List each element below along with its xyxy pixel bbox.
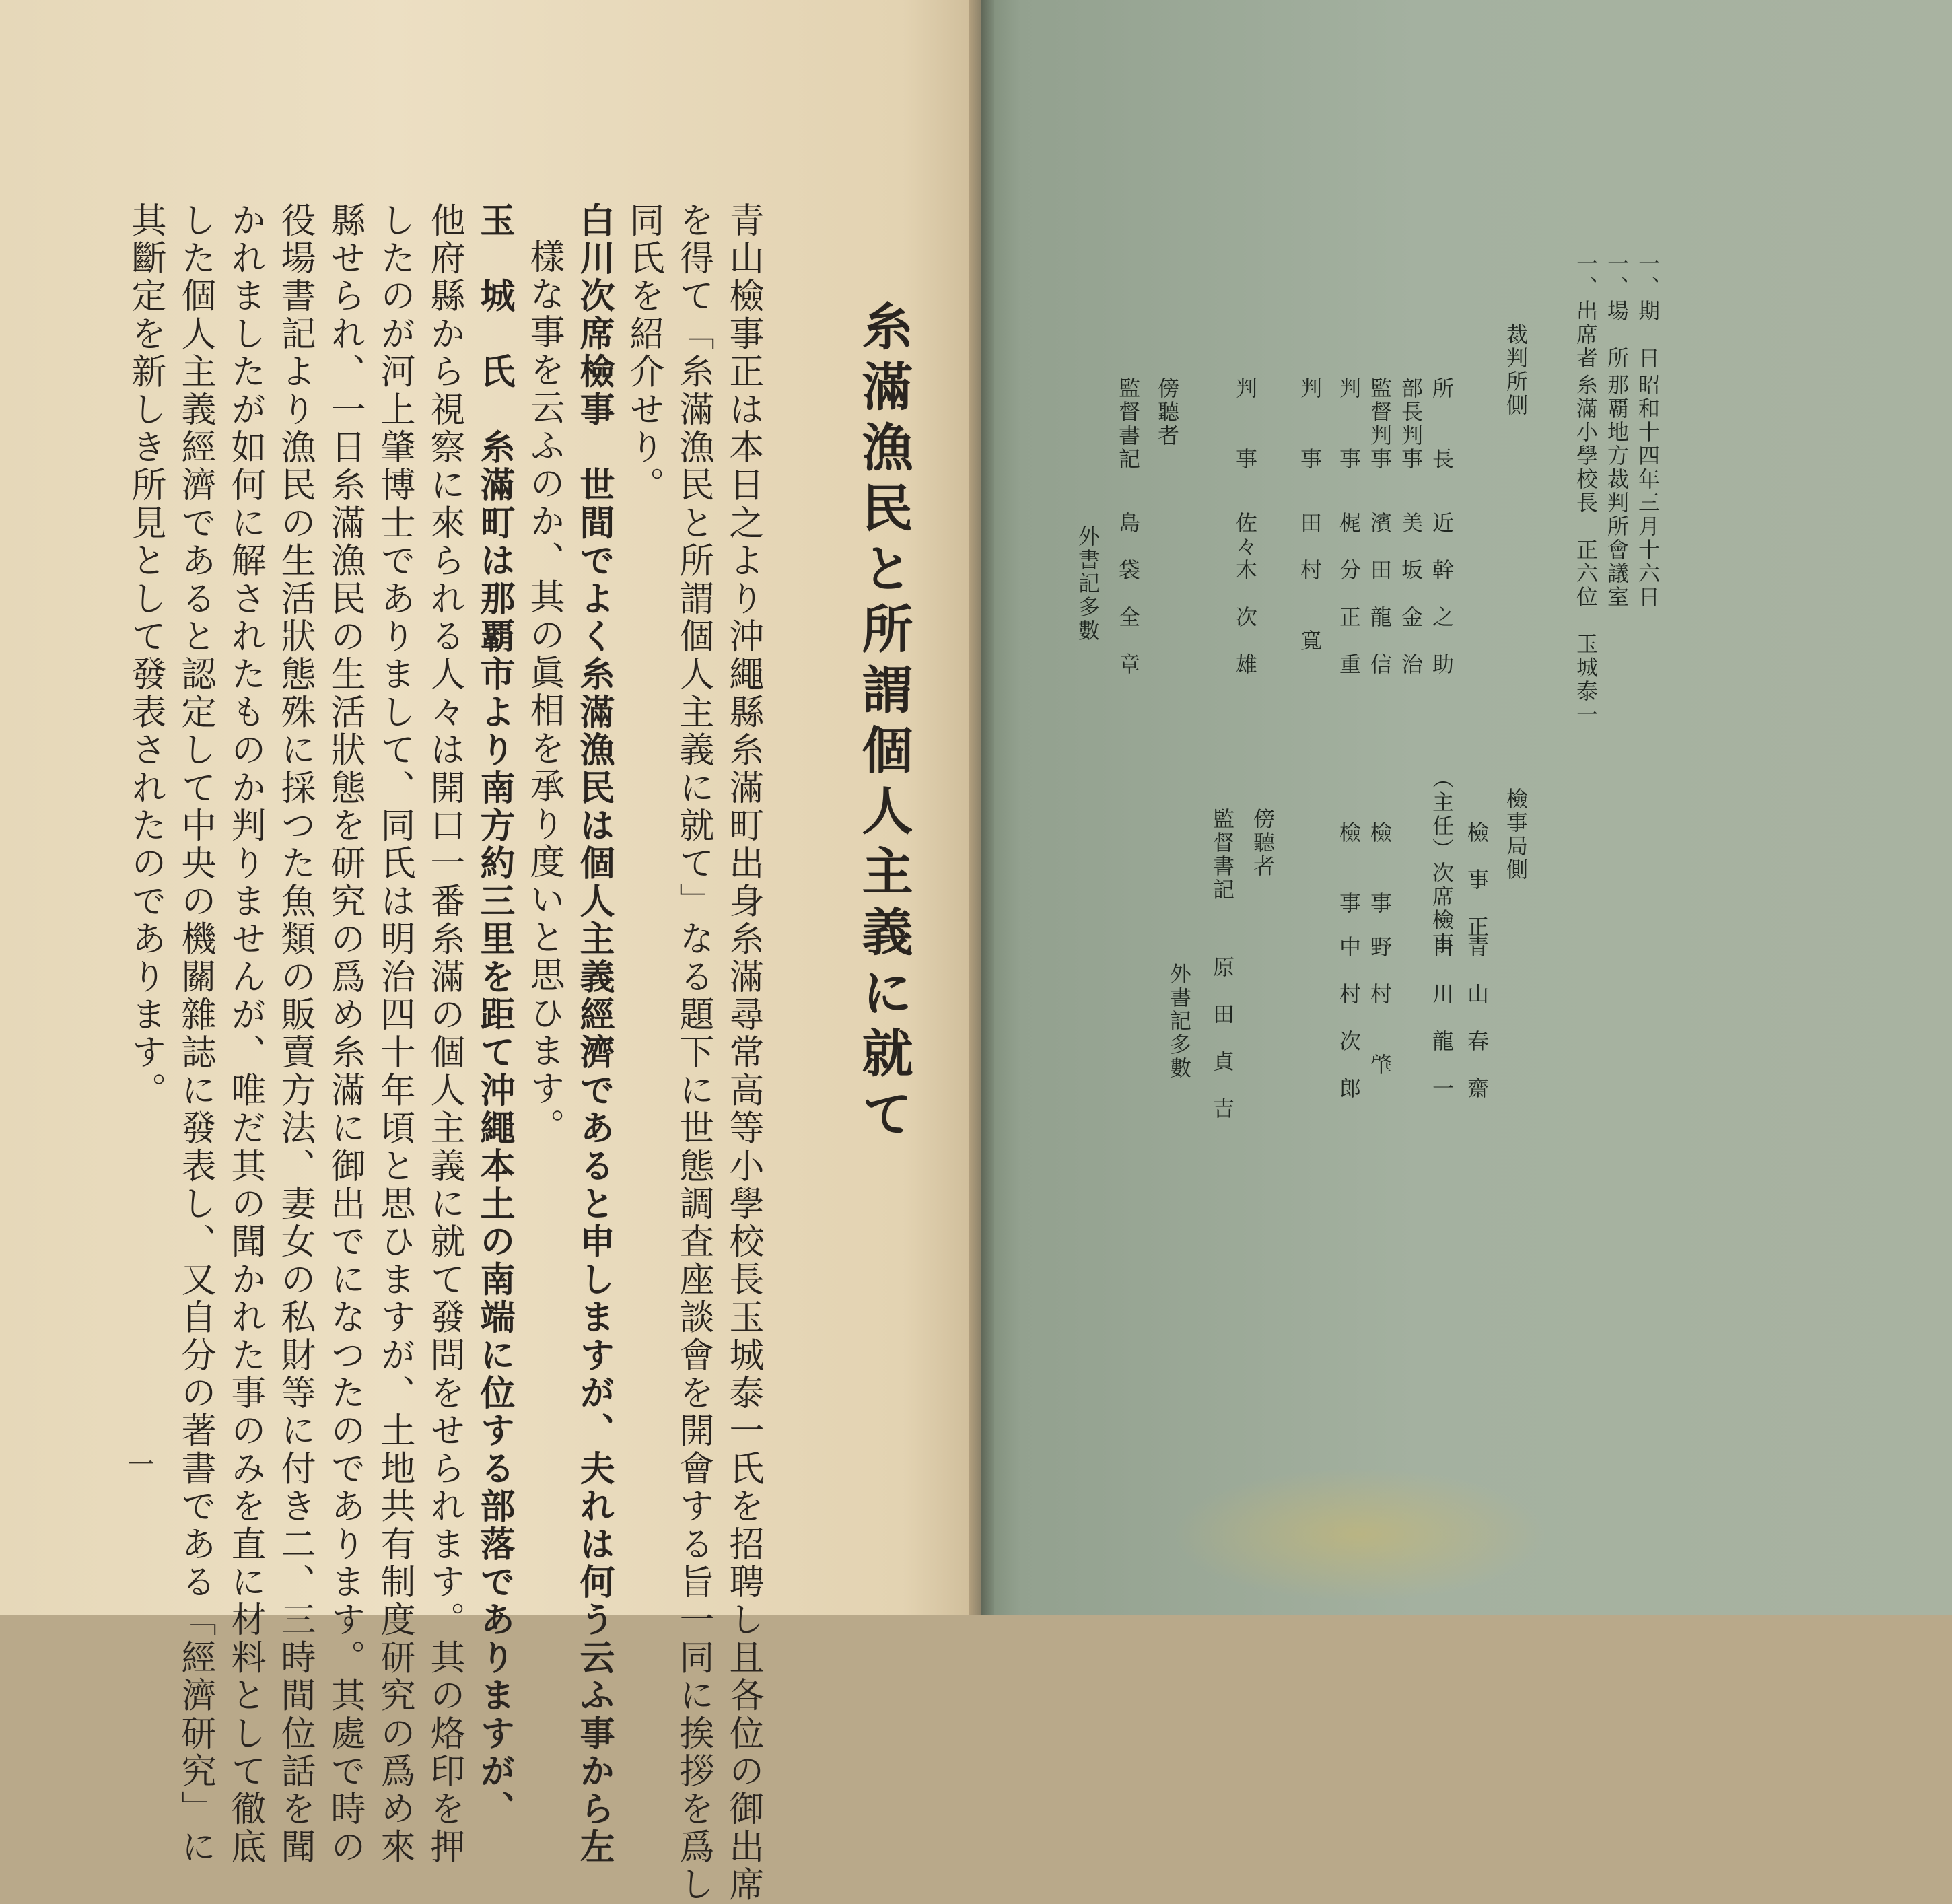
prosecutor-others: 外書記多數 (1166, 962, 1192, 1080)
court-others: 外書記多數 (1075, 525, 1101, 643)
court-row-title: 判 事 (1232, 377, 1258, 471)
body-column-1: 青山檢事正は本日之より沖繩縣糸滿町出身糸滿尋常高等小學校長玉城泰一氏を招聘し且各位の御出席 (723, 202, 763, 1904)
court-row-title: 判 事 (1297, 377, 1323, 471)
body-column-7: 他府縣から視察に來られる人々は開口一番糸滿の個人主義に就て發問をせられます。其の烙印を押 (424, 202, 464, 1866)
court-row-title: 監督判事 (1367, 377, 1393, 471)
body-column-6: 玉 城 氏 糸滿町は那覇市より南方約三里を距て沖繩本土の南端に位する部落でありますが、 (474, 202, 515, 1829)
prosecutor-row-title: 檢 事 正 (1464, 821, 1490, 939)
prosecutor-row-name: 野 村 肇 (1367, 936, 1393, 1077)
attendee-value: 糸滿小學校長 正六位 玉城泰一 (1573, 374, 1599, 727)
body-column-3: 同氏を紹介せり。 (623, 202, 664, 505)
article-title: 糸滿漁民と所謂個人主義に就て (853, 299, 913, 1148)
court-side-heading: 裁判所側 (1503, 323, 1529, 417)
prosecutor-row-title: 檢 事 (1367, 821, 1393, 915)
body-column-4: 白川次席檢事 世間でよく糸滿漁民は個人主義經濟であると申しますが、夫れは何う云ふ事から左 (573, 202, 615, 1866)
prosecutor-row-name: 青 山 春 齋 (1464, 936, 1490, 1100)
body-column-10: 役場書記より漁民の生活狀態殊に採つた魚類の販賣方法、妻女の私財等に付き二、三時間位話を聞 (275, 202, 315, 1866)
paper-stain (1171, 1467, 1548, 1602)
attendee-label: 一、出席者 (1573, 252, 1599, 370)
court-row-name: 濱 田 龍 信 (1367, 512, 1393, 676)
prosecutor-side-heading: 檢事局側 (1503, 787, 1529, 882)
prosecutor-row-title: （主任）次席檢事 (1429, 767, 1455, 956)
prosecutor-row-title: 檢 事 (1336, 821, 1362, 915)
court-row-name: 佐々木 次 雄 (1232, 512, 1258, 676)
date-label: 一、期 日 (1635, 252, 1661, 370)
court-row-name: 美 坂 金 治 (1398, 512, 1424, 676)
body-column-12: した個人主義經濟であると認定して中央の機關雜誌に發表し、又自分の著書である「經濟研究」に (175, 202, 215, 1866)
body-column-13: 其斷定を新しき所見として發表されたのであります。 (125, 202, 166, 1110)
prosecutor-observers-label: 傍聽者 (1250, 808, 1276, 878)
court-clerk-name: 島 袋 全 章 (1115, 512, 1141, 676)
prosecutor-clerk-title: 監督書記 (1210, 808, 1235, 902)
right-page (981, 0, 1952, 1615)
court-row-name: 近 幹 之 助 (1429, 512, 1455, 676)
court-clerk-title: 監督書記 (1115, 377, 1141, 471)
body-column-9: 縣せられ、一日糸滿漁民の生活狀態を研究の爲め糸滿に御出でになつたのであります。其處で時の (324, 202, 365, 1866)
prosecutor-row-name: 白 川 龍 一 (1429, 936, 1455, 1100)
body-column-8: したのが河上肇博士でありまして、同氏は明治四十年頃と思ひますが、土地共有制度研究の爲め來 (374, 202, 415, 1866)
court-row-name: 梶 分 正 重 (1336, 512, 1362, 676)
body-column-11: かれましたが如何に解されたものか判りませんが、唯だ其の聞かれた事のみを直に材料として徹底 (225, 202, 265, 1866)
court-observers-label: 傍聽者 (1154, 377, 1180, 448)
date-value: 昭和十四年三月十六日 (1635, 374, 1661, 609)
body-column-5: 樣な事を云ふのか、其の眞相を承り度いと思ひます。 (524, 238, 564, 1146)
court-row-title: 判 事 (1336, 377, 1362, 471)
place-label: 一、場 所 (1604, 252, 1630, 370)
prosecutor-clerk-name: 原 田 貞 吉 (1210, 956, 1235, 1121)
book-gutter (969, 0, 994, 1615)
court-row-title: 部長判事 (1398, 377, 1424, 471)
page-number: 一 (123, 1450, 154, 1477)
court-row-title: 所 長 (1429, 377, 1455, 471)
place-value: 那覇地方裁判所會議室 (1604, 374, 1630, 609)
prosecutor-row-name: 中 村 次 郎 (1336, 936, 1362, 1100)
body-column-2: を得て「糸滿漁民と所謂個人主義に就て」なる題下に世態調査座談會を開會する旨一同に挨拶を爲し (673, 202, 713, 1904)
court-row-name: 田 村 寬 (1297, 512, 1323, 653)
